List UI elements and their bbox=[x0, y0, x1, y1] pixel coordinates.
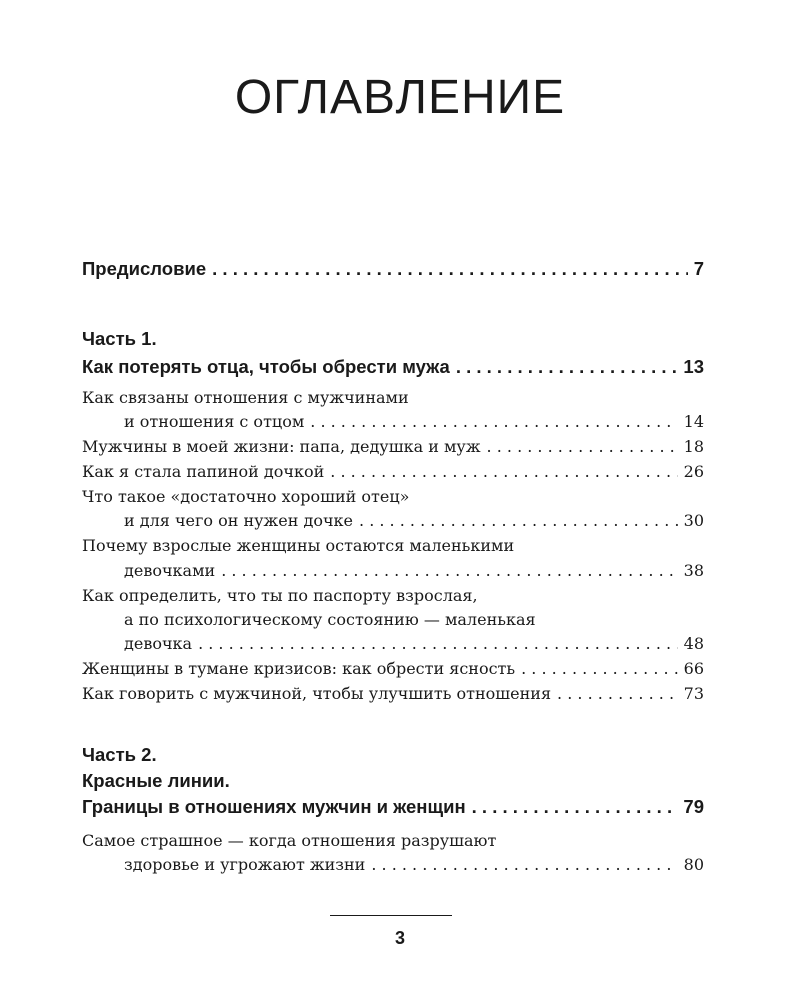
toc-entry-line: а по психологическому состоянию — маленькая bbox=[124, 610, 536, 629]
toc-entry-label: и для чего он нужен дочке bbox=[124, 511, 354, 530]
toc-entry-line: Что такое «достаточно хороший отец» bbox=[82, 487, 410, 506]
dot-leader bbox=[221, 561, 677, 580]
dot-leader bbox=[557, 684, 678, 703]
part2-heading: Часть 2. bbox=[82, 744, 157, 765]
toc-entry-label: девочка bbox=[124, 634, 193, 653]
toc-entry-page: 30 bbox=[683, 511, 704, 530]
dot-leader bbox=[456, 356, 678, 378]
part2-subtitle: Красные линии. bbox=[82, 770, 230, 791]
toc-entry[interactable] bbox=[82, 659, 704, 678]
toc-entry[interactable] bbox=[124, 561, 704, 580]
toc-entry-page: 26 bbox=[683, 462, 704, 481]
toc-entry[interactable] bbox=[124, 412, 704, 431]
toc-entry[interactable] bbox=[82, 462, 704, 481]
toc-entry-page: 14 bbox=[683, 412, 704, 431]
toc-entry-line: Почему взрослые женщины остаются маленькими bbox=[82, 536, 515, 555]
page-number: 3 bbox=[394, 928, 405, 948]
dot-leader bbox=[472, 796, 678, 818]
dot-leader bbox=[330, 462, 677, 481]
toc-entry[interactable] bbox=[82, 437, 704, 456]
toc-entry-label: Как я стала папиной дочкой bbox=[82, 462, 325, 481]
toc-part2-title[interactable] bbox=[82, 796, 704, 818]
toc-entry-line: Как связаны отношения с мужчинами bbox=[82, 388, 409, 407]
dot-leader bbox=[521, 659, 678, 678]
dot-leader bbox=[359, 511, 678, 530]
toc-entry-label: Как говорить с мужчиной, чтобы улучшить отношения bbox=[82, 684, 552, 703]
dot-leader bbox=[198, 634, 678, 653]
toc-entry[interactable] bbox=[124, 634, 704, 653]
toc-entry-page: 80 bbox=[683, 855, 704, 874]
toc-entry-label: здоровье и угрожают жизни bbox=[124, 855, 366, 874]
part1-heading: Часть 1. bbox=[82, 328, 157, 349]
toc-preface-label: Предисловие bbox=[82, 258, 207, 279]
toc-preface[interactable] bbox=[82, 258, 704, 280]
toc-entry-label: и отношения с отцом bbox=[124, 412, 305, 431]
toc-entry-page: 18 bbox=[683, 437, 704, 456]
toc-entry[interactable] bbox=[124, 855, 704, 874]
toc-part1-title-page: 13 bbox=[683, 356, 704, 377]
toc-entry[interactable] bbox=[124, 511, 704, 530]
toc-entry-line: Как определить, что ты по паспорту взрослая, bbox=[82, 586, 478, 605]
toc-entry-label: девочками bbox=[124, 561, 216, 580]
dot-leader bbox=[212, 258, 688, 280]
toc-entry-line: Самое страшное — когда отношения разрушают bbox=[82, 831, 497, 850]
page-title: ОГЛАВЛЕНИЕ bbox=[234, 71, 566, 124]
toc-entry-page: 38 bbox=[683, 561, 704, 580]
footer-rule bbox=[330, 915, 452, 916]
toc-part1-title-label: Как потерять отца, чтобы обрести мужа bbox=[82, 356, 450, 377]
toc-entry[interactable] bbox=[82, 684, 704, 703]
toc-entry-label: Женщины в тумане кризисов: как обрести ясность bbox=[82, 659, 516, 678]
toc-part2-title-page: 79 bbox=[683, 796, 704, 817]
toc-part2-title-label: Границы в отношениях мужчин и женщин bbox=[82, 796, 466, 817]
dot-leader bbox=[371, 855, 677, 874]
dot-leader bbox=[487, 437, 678, 456]
toc-entry-page: 73 bbox=[683, 684, 704, 703]
toc-entry-page: 66 bbox=[683, 659, 704, 678]
toc-preface-page: 7 bbox=[693, 258, 704, 279]
toc-entry-page: 48 bbox=[683, 634, 704, 653]
toc-entry-label: Мужчины в моей жизни: папа, дедушка и муж bbox=[82, 437, 481, 456]
toc-part1-title[interactable] bbox=[82, 356, 704, 378]
dot-leader bbox=[310, 412, 677, 431]
